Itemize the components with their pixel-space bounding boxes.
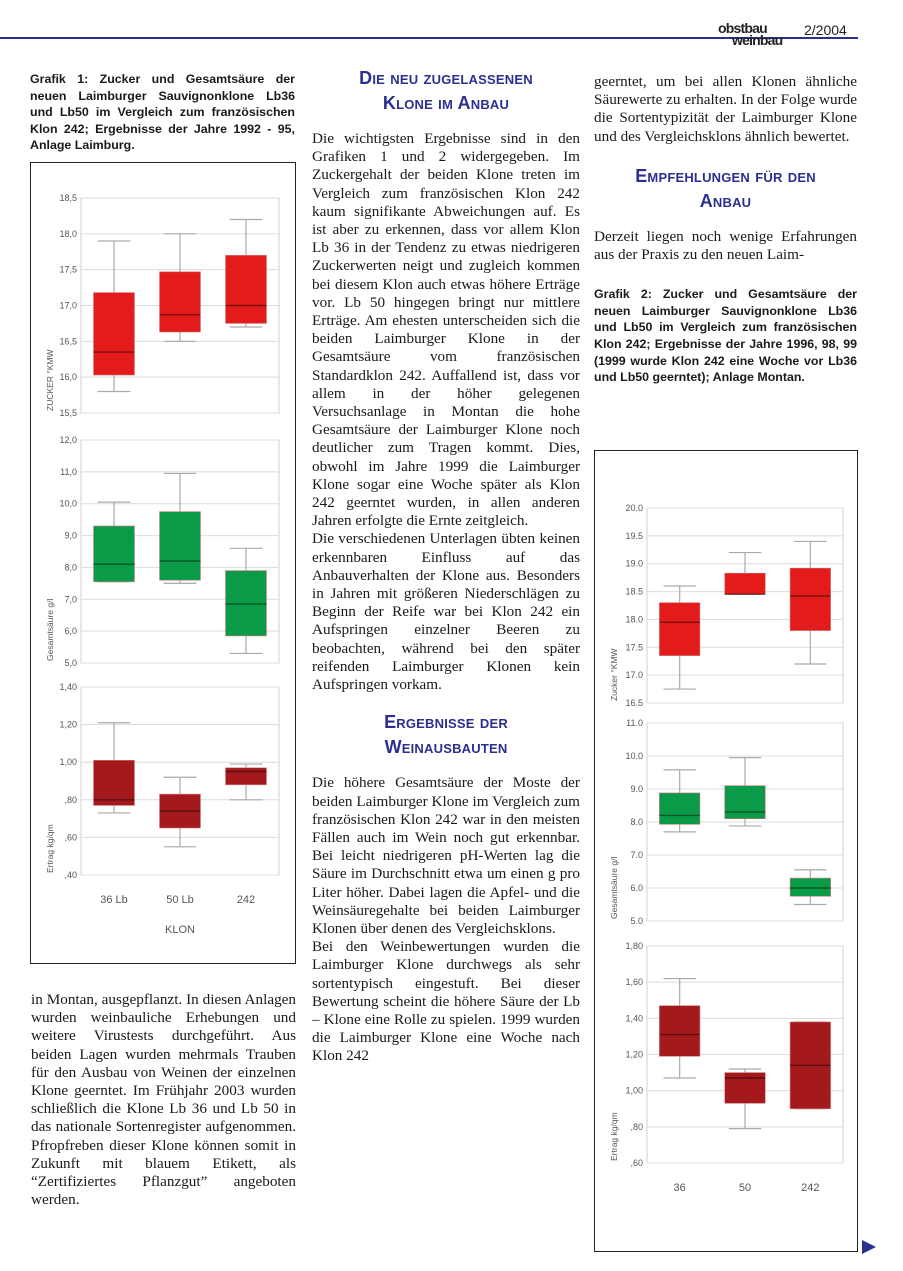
column-3-text-b [594,228,857,264]
y-tick-label: 12,0 [59,435,77,445]
y-tick-label: 9,0 [64,530,77,541]
y-tick-label: 1,20 [625,1049,643,1060]
y-tick-label: 19.0 [625,558,643,569]
y-tick-label: 15,5 [59,408,77,418]
y-tick-label: 8,0 [64,562,77,573]
y-tick-label: ,60 [630,1158,643,1168]
y-tick-label: 17.5 [625,642,643,653]
y-tick-label: 16.5 [625,698,643,708]
chart-panel [609,941,843,1194]
y-tick-label: 17,5 [59,264,77,275]
y-tick-label: 18.5 [625,586,643,597]
y-tick-label: 17,0 [59,300,77,311]
y-tick-label: 10,0 [59,498,77,509]
magazine-brand [718,22,782,46]
paragraph: in Montan, ausgepflanzt. In diesen Anlagen wurden weinbauliche Erhebungen und weitere Virustests durchgeführt. Aus beiden Lagen wurden mehrmals Trauben für den Ausbau von Weinen der einzelnen Klone geerntet. Im Frühjahr 2003 wurden schließlich die Klone Lb 36 und Lb 50 in das nationale Sortenregister aufgenommen. Pfropfreben dieser Klone können somit in Zukunft mit blauem Etikett, als “Zertifiziertes Pflanzgut” angeboten werden. [31,991,296,1209]
y-tick-label: 11.0 [626,718,643,728]
y-tick-label: ,60 [64,832,77,843]
y-tick-label: 19.5 [625,530,643,541]
figure-2-boxplot [595,451,857,1251]
x-category-label: 36 Lb [100,894,128,906]
column-2-text-b [312,774,580,1065]
figure-2-chart [594,450,858,1252]
paragraph: Die verschiedenen Unterlagen übten keinen erkennbaren Einfluss auf das Anbauverhalten der Klone aus. Besonders in Jahren mit größeren Niederschlägen zu Beginn der Reife war bei Klon 242 ein Aufspringen einzelner Beeren zu beobachten, während bei den später reifenden Laimburger Klonen kein Aufspringen vorkam. [312,530,580,694]
y-tick-label: ,40 [64,870,77,880]
y-tick-label: 7.0 [630,850,643,860]
column-3-text [594,73,857,146]
y-tick-label: 16,5 [59,336,77,347]
y-tick-label: ,80 [630,1121,643,1132]
column-1-text [31,991,296,1209]
paragraph: Die höhere Gesamtsäure der Moste der beiden Laimburger Klone im Vergleich zum französischen Klon 242 war in den meisten Fällen auch im Wein noch gut erkennbar. Bei leicht niedrigeren pH-Werten lag die Säure im Durchschnitt etwa um einen g pro Liter höher. Dabei lagen die Apfel- und die Weinsäuregehalte bei beiden Laimburger Klonen über denen des Vergleichsklons. [312,774,580,937]
y-tick-label: 1,60 [625,977,643,988]
y-tick-label: 1,40 [59,682,77,692]
paragraph: Derzeit liegen noch wenige Erfahrungen aus der Praxis zu den neuen Laim- [594,227,857,264]
x-axis-label: KLON [165,924,195,936]
y-tick-label: 1,80 [625,941,643,951]
paragraph: Bei den Weinbewertungen wurden die Laimburger Klone durchwegs als sehr sortentypisch eingestuft. Bei dieser Bewertung scheint die höhere Säure der Lb – Klone eine Rolle zu spielen. 1999 wurden die Laimburger Klone eine Woche nach Klon 242 [312,938,580,1065]
issue-number: 2/2004 [804,22,847,38]
y-axis-label: Ertrag kg/qm [609,1112,619,1161]
brand-line-1: obstbau [718,20,767,36]
y-tick-label: 6.0 [630,883,643,893]
y-tick-label: 18,5 [59,193,77,203]
column-3 [594,73,857,386]
y-axis-label: Zucker °KMW [609,648,619,701]
x-category-label: 36 [673,1182,686,1194]
y-tick-label: 1,40 [625,1013,643,1024]
figure-1-caption: Grafik 1: Zucker und Gesamtsäure der neuen Laimburger Sauvignonklone Lb36 und Lb50 im Vergleich zum französischen Klon 242; Ergebnisse der Jahre 1992 - 95, Anlage Laimburg. [30,72,295,153]
figure-1-boxplot [31,163,295,963]
chart-panel [45,682,279,936]
y-tick-label: ,80 [64,794,77,805]
x-category-label: 50 Lb [166,894,194,906]
y-tick-label: 1,00 [59,757,77,768]
y-tick-label: 1,00 [625,1085,643,1096]
figure-2-caption: Grafik 2: Zucker und Gesamtsäure der neuen Laimburger Sauvignonklone Lb36 und Lb50 im Vergleich zum französischen Klon 242; Ergebnisse der Jahre 1996, 98, 99 (1999 wurde Klon 242 eine Woche vor Lb36 und Lb50 geerntet); Anlage Montan. [594,287,857,385]
paragraph: Die wichtigsten Ergebnisse sind in den Grafiken 1 und 2 widergegeben. Im Zuckergehalt der beiden Klone treten im Vergleich zum französischen Klon 242 kaum signifikante Abweichungen auf. Es ist aber zu erkennen, dass vor allem Klon Lb 36 in der Tendenz zu etwas niedrigeren Zuckerwerten neigt und zugleich kommen bei diesem Klon auch etwas höhere Erträge vor. Lb 50 hingegen bringt nur mittlere Erträge. Am ehesten unterscheiden sich die beiden Laimburger Klone in der Gesamtsäure vom französischen Standardklon 242. Auffallend ist, dass vor allem in der höher gelegenen Versuchsanlage in Montan die hohe Gesamtsäure der Laimburger Klone noch deutlicher zum Tragen kommt. Dies, obwohl im Jahre 1999 die Laimburger Klone sogar eine Woche später als Klon 242 geerntet wurden, in allen anderen Jahren erfolgte die Ernte zeitgleich. [312,130,580,530]
y-tick-label: 5,0 [64,658,77,668]
chart-panel [45,193,279,418]
figure-1-chart [30,162,296,964]
paragraph: geerntet, um bei allen Klonen ähnliche Säurewerte zu erhalten. In der Folge wurde die Sortentypizität der Laimburger Klone und des Vergleichsklons ähnlich bewertet. [594,73,857,145]
column-2-text [312,130,580,694]
chart-panel [609,718,843,926]
chart-panel [609,503,843,708]
y-tick-label: 10.0 [625,751,643,761]
x-category-label: 242 [236,894,256,906]
section-heading-empfehlungen: Empfehlungen für den Anbau [635,165,816,211]
y-tick-label: 5.0 [630,916,643,926]
y-tick-label: 16,0 [59,372,77,383]
y-axis-label: Gesamtsäure g/l [45,598,55,661]
section-heading-klone-im-anbau: Die neu zugelassenen Klone im Anbau [359,68,533,113]
continue-arrow-icon [862,1240,876,1254]
y-tick-label: 20.0 [625,503,643,513]
chart-panel [45,435,279,668]
y-axis-label: ZUCKER °KMW [45,349,55,411]
column-2 [312,66,580,1066]
y-tick-label: 11,0 [60,466,77,477]
y-tick-label: 6,0 [64,626,77,637]
y-axis-label: Ertrag kg/qm [45,824,55,873]
box-242 [790,1022,831,1109]
x-category-label: 50 [738,1182,752,1194]
section-heading-ergebnisse: Ergebnisse der Weinausbauten [384,712,508,758]
y-tick-label: 8.0 [630,817,643,827]
y-tick-label: 9.0 [630,784,643,794]
y-tick-label: 7,0 [64,594,77,605]
brand-line-2: weinbau [732,32,783,48]
y-tick-label: 17.0 [625,670,643,681]
y-tick-label: 18.0 [625,614,643,625]
x-category-label: 242 [801,1182,820,1194]
y-tick-label: 1,20 [59,719,77,730]
y-tick-label: 18,0 [59,228,77,239]
y-axis-label: Gesamtsäure g/l [609,856,619,919]
